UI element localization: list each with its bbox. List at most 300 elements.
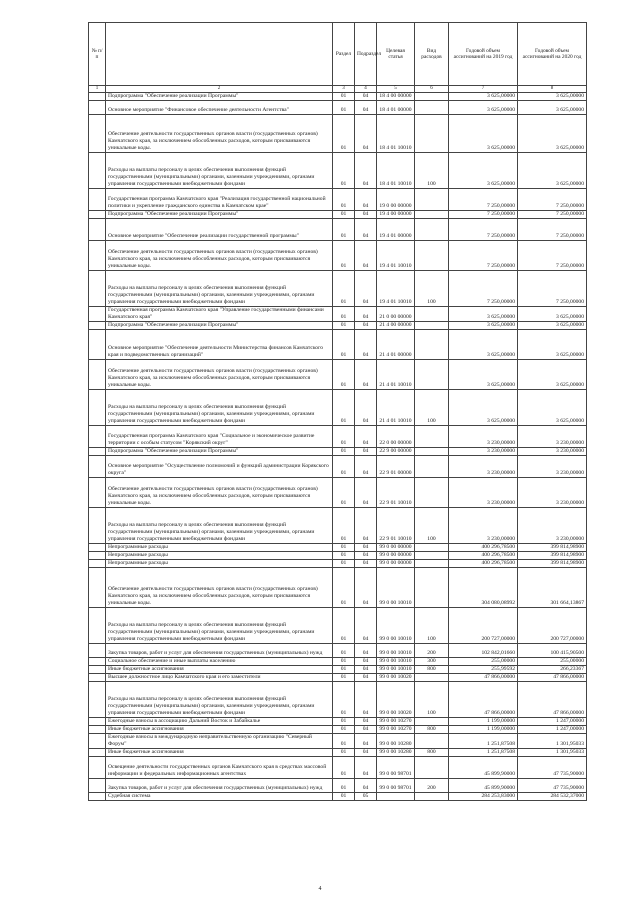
cell-target-article: 18 4 01 00000 bbox=[377, 101, 415, 115]
cell-expense-type bbox=[415, 718, 449, 726]
cell-target-article: 21 4 01 10010 bbox=[377, 360, 415, 390]
cell-name: Обеспечение деятельности государственных органов власти (государственных органов) Камчатского края, за исключением обособленных расходов, которым присваиваются уникальные коды. bbox=[106, 115, 333, 153]
cell-amount-2020: 7 250,00000 bbox=[518, 271, 587, 307]
table-row bbox=[89, 726, 587, 734]
cell-amount-2020: 47 866,00000 bbox=[518, 682, 587, 718]
cell-amount-2020: 3 625,00000 bbox=[518, 115, 587, 153]
cell-razdel: 01 bbox=[333, 115, 355, 153]
cell-podrazdel: 04 bbox=[355, 674, 377, 682]
cell-amount-2020: 399 814,98900 bbox=[518, 544, 587, 552]
cell-num bbox=[89, 390, 106, 426]
cell-name: Расходы на выплаты персоналу в целях обеспечения выполнения функций государственными (муниципальными) органами, казенными учреждениями, органами управления государственными внебюджетными фондами bbox=[106, 508, 333, 544]
cell-amount-2020: 255,00000 bbox=[518, 658, 587, 666]
cell-amount-2020: 1 247,00000 bbox=[518, 726, 587, 734]
cell-podrazdel: 04 bbox=[355, 101, 377, 115]
cell-razdel: 01 bbox=[333, 219, 355, 241]
column-index: 6 bbox=[415, 86, 449, 93]
cell-expense-type bbox=[415, 552, 449, 560]
cell-podrazdel: 04 bbox=[355, 271, 377, 307]
cell-num bbox=[89, 658, 106, 666]
cell-name: Закупка товаров, работ и услуг для обеспечения государственных (муниципальных) нужд bbox=[106, 779, 333, 793]
table-row bbox=[89, 658, 587, 666]
table-row bbox=[89, 734, 587, 749]
cell-name: Государственная программа Камчатского края "Реализация государственной национальной политики и укрепление гражданского единства в Камчатском крае" bbox=[106, 189, 333, 211]
cell-podrazdel: 04 bbox=[355, 552, 377, 560]
cell-expense-type: 100 bbox=[415, 153, 449, 189]
header-amount-2020: Годовой объем ассигнований на 2020 год bbox=[518, 23, 587, 86]
cell-podrazdel: 05 bbox=[355, 793, 377, 801]
cell-expense-type bbox=[415, 360, 449, 390]
cell-name: Основное мероприятие "Обеспечение деятельности Министерства финансов Камчатского края и подведомственных организаций" bbox=[106, 330, 333, 360]
column-index-row bbox=[89, 86, 587, 93]
cell-target-article bbox=[377, 793, 415, 801]
cell-num bbox=[89, 718, 106, 726]
cell-amount-2019: 3 230,00000 bbox=[449, 478, 518, 508]
column-index: 5 bbox=[377, 86, 415, 93]
budget-table bbox=[88, 22, 587, 801]
cell-amount-2020: 47 866,00000 bbox=[518, 674, 587, 682]
cell-razdel: 01 bbox=[333, 478, 355, 508]
cell-name: Непрограммные расходы bbox=[106, 560, 333, 568]
cell-amount-2020: 301 664,13867 bbox=[518, 568, 587, 608]
cell-name: Подпрограмма "Обеспечение реализации Программы" bbox=[106, 93, 333, 101]
cell-amount-2019: 1 251,87508 bbox=[449, 734, 518, 749]
cell-num bbox=[89, 93, 106, 101]
cell-expense-type: 100 bbox=[415, 508, 449, 544]
cell-razdel: 01 bbox=[333, 101, 355, 115]
cell-num bbox=[89, 552, 106, 560]
cell-target-article: 99 0 00 00000 bbox=[377, 544, 415, 552]
cell-podrazdel: 04 bbox=[355, 189, 377, 211]
cell-num bbox=[89, 360, 106, 390]
cell-amount-2019: 1 199,00000 bbox=[449, 726, 518, 734]
table-row bbox=[89, 211, 587, 219]
cell-amount-2019: 3 625,00000 bbox=[449, 153, 518, 189]
cell-target-article: 18 4 01 10010 bbox=[377, 153, 415, 189]
cell-podrazdel: 04 bbox=[355, 456, 377, 478]
cell-name: Основное мероприятие "Финансовое обеспечение деятельности Агентства" bbox=[106, 101, 333, 115]
cell-razdel: 01 bbox=[333, 666, 355, 674]
cell-name: Ежегодные взносы в международную неправительственную организацию "Северный Форум" bbox=[106, 734, 333, 749]
table-row bbox=[89, 608, 587, 644]
cell-amount-2019: 45 899,90000 bbox=[449, 779, 518, 793]
cell-expense-type bbox=[415, 322, 449, 330]
header-name bbox=[106, 23, 333, 86]
cell-podrazdel: 04 bbox=[355, 644, 377, 658]
cell-name: Социальное обеспечение и иные выплаты населению bbox=[106, 658, 333, 666]
cell-num bbox=[89, 322, 106, 330]
cell-expense-type bbox=[415, 241, 449, 271]
cell-amount-2019: 3 625,00000 bbox=[449, 93, 518, 101]
cell-num bbox=[89, 608, 106, 644]
cell-name: Расходы на выплаты персоналу в целях обеспечения выполнения функций государственными (муниципальными) органами, казенными учреждениями, органами управления государственными внебюджетными фондами bbox=[106, 608, 333, 644]
cell-amount-2020: 7 250,00000 bbox=[518, 241, 587, 271]
cell-num bbox=[89, 241, 106, 271]
table-row bbox=[89, 360, 587, 390]
cell-expense-type bbox=[415, 115, 449, 153]
cell-podrazdel: 04 bbox=[355, 360, 377, 390]
cell-target-article: 99 0 00 98701 bbox=[377, 779, 415, 793]
cell-razdel: 01 bbox=[333, 644, 355, 658]
cell-amount-2019: 3 230,00000 bbox=[449, 426, 518, 448]
cell-podrazdel: 04 bbox=[355, 478, 377, 508]
cell-target-article: 21 4 00 00000 bbox=[377, 322, 415, 330]
cell-amount-2019: 304 080,08992 bbox=[449, 568, 518, 608]
cell-num bbox=[89, 544, 106, 552]
table-row bbox=[89, 757, 587, 779]
table-row bbox=[89, 153, 587, 189]
cell-name: Иные бюджетные ассигнования bbox=[106, 749, 333, 757]
cell-amount-2020: 266,23367 bbox=[518, 666, 587, 674]
cell-podrazdel: 04 bbox=[355, 757, 377, 779]
cell-podrazdel: 04 bbox=[355, 682, 377, 718]
cell-num bbox=[89, 189, 106, 211]
cell-razdel: 01 bbox=[333, 682, 355, 718]
cell-target-article: 18 4 00 00000 bbox=[377, 93, 415, 101]
cell-amount-2019: 47 866,00000 bbox=[449, 682, 518, 718]
cell-target-article: 99 0 00 10010 bbox=[377, 608, 415, 644]
cell-amount-2019: 3 625,00000 bbox=[449, 322, 518, 330]
cell-razdel: 01 bbox=[333, 568, 355, 608]
cell-num bbox=[89, 779, 106, 793]
cell-razdel: 01 bbox=[333, 749, 355, 757]
cell-expense-type bbox=[415, 674, 449, 682]
table-row bbox=[89, 448, 587, 456]
table-row bbox=[89, 322, 587, 330]
cell-target-article: 22 9 00 00000 bbox=[377, 448, 415, 456]
column-index: 3 bbox=[333, 86, 355, 93]
cell-name: Обеспечение деятельности государственных органов власти (государственных органов) Камчатского края, за исключением обособленных расходов, которым присваиваются уникальные коды. bbox=[106, 568, 333, 608]
cell-expense-type: 200 bbox=[415, 779, 449, 793]
cell-expense-type bbox=[415, 448, 449, 456]
cell-podrazdel: 04 bbox=[355, 153, 377, 189]
cell-razdel: 01 bbox=[333, 241, 355, 271]
cell-expense-type bbox=[415, 544, 449, 552]
cell-razdel: 01 bbox=[333, 330, 355, 360]
budget-table-sheet bbox=[88, 22, 586, 801]
cell-name: Подпрограмма "Обеспечение реализации Программы" bbox=[106, 211, 333, 219]
cell-podrazdel: 04 bbox=[355, 390, 377, 426]
cell-target-article: 19 4 00 00000 bbox=[377, 211, 415, 219]
column-index: 7 bbox=[449, 86, 518, 93]
cell-expense-type bbox=[415, 93, 449, 101]
table-row bbox=[89, 682, 587, 718]
cell-amount-2020: 3 230,00000 bbox=[518, 448, 587, 456]
cell-amount-2019: 3 625,00000 bbox=[449, 307, 518, 322]
cell-amount-2020: 1 247,00000 bbox=[518, 718, 587, 726]
cell-podrazdel: 04 bbox=[355, 115, 377, 153]
cell-num bbox=[89, 674, 106, 682]
cell-expense-type bbox=[415, 307, 449, 322]
cell-expense-type bbox=[415, 560, 449, 568]
cell-expense-type bbox=[415, 211, 449, 219]
cell-target-article: 99 0 00 98701 bbox=[377, 757, 415, 779]
cell-target-article: 19 4 01 00000 bbox=[377, 219, 415, 241]
cell-amount-2019: 3 625,00000 bbox=[449, 390, 518, 426]
cell-target-article: 99 0 00 10270 bbox=[377, 718, 415, 726]
cell-num bbox=[89, 568, 106, 608]
cell-name: Закупка товаров, работ и услуг для обеспечения государственных (муниципальных) нужд bbox=[106, 644, 333, 658]
cell-name: Непрограммные расходы bbox=[106, 544, 333, 552]
cell-name: Расходы на выплаты персоналу в целях обеспечения выполнения функций государственными (муниципальными) органами, казенными учреждениями, органами управления государственными внебюджетными фондами bbox=[106, 271, 333, 307]
cell-podrazdel: 04 bbox=[355, 219, 377, 241]
table-row bbox=[89, 456, 587, 478]
table-row bbox=[89, 271, 587, 307]
cell-name: Освещение деятельности государственных органов Камчатского края в средствах массовой информации и федеральных информационных агентствах bbox=[106, 757, 333, 779]
cell-target-article: 19 4 01 10010 bbox=[377, 271, 415, 307]
column-index: 4 bbox=[355, 86, 377, 93]
table-row bbox=[89, 426, 587, 448]
cell-amount-2020: 284 532,37000 bbox=[518, 793, 587, 801]
cell-amount-2020: 3 625,00000 bbox=[518, 93, 587, 101]
cell-expense-type: 800 bbox=[415, 749, 449, 757]
cell-name: Высшее должностное лицо Камчатского края и его заместители bbox=[106, 674, 333, 682]
cell-podrazdel: 04 bbox=[355, 93, 377, 101]
cell-expense-type: 200 bbox=[415, 644, 449, 658]
cell-target-article: 99 0 00 10020 bbox=[377, 682, 415, 718]
cell-num bbox=[89, 644, 106, 658]
cell-podrazdel: 04 bbox=[355, 608, 377, 644]
cell-target-article: 99 0 00 10020 bbox=[377, 674, 415, 682]
cell-num bbox=[89, 271, 106, 307]
cell-target-article: 99 0 00 10010 bbox=[377, 658, 415, 666]
cell-expense-type: 100 bbox=[415, 682, 449, 718]
cell-razdel: 01 bbox=[333, 674, 355, 682]
table-row bbox=[89, 674, 587, 682]
cell-expense-type: 300 bbox=[415, 658, 449, 666]
table-row bbox=[89, 508, 587, 544]
cell-target-article: 99 0 00 10280 bbox=[377, 734, 415, 749]
cell-razdel: 01 bbox=[333, 552, 355, 560]
cell-target-article: 22 9 01 00000 bbox=[377, 456, 415, 478]
table-row bbox=[89, 241, 587, 271]
column-index: 1 bbox=[89, 86, 106, 93]
table-row bbox=[89, 390, 587, 426]
header-target-article: Целевая статья bbox=[377, 23, 415, 86]
table-row bbox=[89, 552, 587, 560]
cell-target-article: 99 0 00 10280 bbox=[377, 749, 415, 757]
cell-num bbox=[89, 219, 106, 241]
cell-target-article: 21 0 00 00000 bbox=[377, 307, 415, 322]
cell-amount-2019: 400 296,78500 bbox=[449, 552, 518, 560]
cell-razdel: 01 bbox=[333, 448, 355, 456]
cell-target-article: 22 9 01 10010 bbox=[377, 478, 415, 508]
header-amount-2019: Годовой объем ассигнований на 2019 год bbox=[449, 23, 518, 86]
cell-name: Обеспечение деятельности государственных органов власти (государственных органов) Камчатского края, за исключением обособленных расходов, которым присваиваются уникальные коды. bbox=[106, 241, 333, 271]
cell-amount-2020: 3 625,00000 bbox=[518, 322, 587, 330]
cell-amount-2019: 284 253,83000 bbox=[449, 793, 518, 801]
cell-podrazdel: 04 bbox=[355, 666, 377, 674]
cell-podrazdel: 04 bbox=[355, 749, 377, 757]
cell-amount-2019: 3 625,00000 bbox=[449, 115, 518, 153]
table-row bbox=[89, 115, 587, 153]
cell-name: Основное мероприятие "Обеспечение реализации государственной программы" bbox=[106, 219, 333, 241]
cell-razdel: 01 bbox=[333, 734, 355, 749]
table-row bbox=[89, 666, 587, 674]
cell-name: Иные бюджетные ассигнования bbox=[106, 666, 333, 674]
cell-expense-type bbox=[415, 219, 449, 241]
cell-amount-2020: 47 735,90000 bbox=[518, 779, 587, 793]
cell-num bbox=[89, 448, 106, 456]
cell-target-article: 18 4 01 10010 bbox=[377, 115, 415, 153]
cell-razdel: 01 bbox=[333, 608, 355, 644]
table-row bbox=[89, 779, 587, 793]
cell-name: Подпрограмма "Обеспечение реализации Программы" bbox=[106, 322, 333, 330]
cell-expense-type bbox=[415, 426, 449, 448]
cell-razdel: 01 bbox=[333, 757, 355, 779]
cell-podrazdel: 04 bbox=[355, 241, 377, 271]
cell-amount-2019: 7 250,00000 bbox=[449, 189, 518, 211]
cell-amount-2019: 45 899,90000 bbox=[449, 757, 518, 779]
cell-expense-type bbox=[415, 568, 449, 608]
cell-name: Основное мероприятие "Осуществление полномочий и функций администрации Корякского округа" bbox=[106, 456, 333, 478]
cell-amount-2019: 1 251,87508 bbox=[449, 749, 518, 757]
cell-target-article: 21 4 01 00000 bbox=[377, 330, 415, 360]
cell-amount-2019: 3 625,00000 bbox=[449, 101, 518, 115]
cell-razdel: 01 bbox=[333, 508, 355, 544]
cell-target-article: 22 9 01 10010 bbox=[377, 508, 415, 544]
cell-amount-2019: 255,00000 bbox=[449, 658, 518, 666]
cell-expense-type bbox=[415, 101, 449, 115]
table-row bbox=[89, 718, 587, 726]
cell-num bbox=[89, 101, 106, 115]
header-podrazdel: Подраздел bbox=[355, 23, 377, 86]
cell-num bbox=[89, 211, 106, 219]
cell-podrazdel: 04 bbox=[355, 508, 377, 544]
cell-razdel: 01 bbox=[333, 779, 355, 793]
cell-podrazdel: 04 bbox=[355, 560, 377, 568]
cell-razdel: 01 bbox=[333, 793, 355, 801]
cell-amount-2019: 7 250,00000 bbox=[449, 271, 518, 307]
cell-name: Ежегодные взносы в ассоциацию Дальний Восток и Забайкалье bbox=[106, 718, 333, 726]
cell-amount-2019: 7 250,00000 bbox=[449, 241, 518, 271]
cell-podrazdel: 04 bbox=[355, 568, 377, 608]
cell-amount-2020: 3 230,00000 bbox=[518, 478, 587, 508]
cell-amount-2020: 3 625,00000 bbox=[518, 360, 587, 390]
cell-expense-type bbox=[415, 478, 449, 508]
cell-expense-type bbox=[415, 189, 449, 211]
cell-num bbox=[89, 666, 106, 674]
cell-amount-2020: 3 625,00000 bbox=[518, 390, 587, 426]
cell-num bbox=[89, 508, 106, 544]
cell-razdel: 01 bbox=[333, 658, 355, 666]
cell-amount-2020: 3 230,00000 bbox=[518, 456, 587, 478]
cell-razdel: 01 bbox=[333, 307, 355, 322]
cell-razdel: 01 bbox=[333, 544, 355, 552]
cell-podrazdel: 04 bbox=[355, 448, 377, 456]
cell-amount-2020: 399 814,98900 bbox=[518, 552, 587, 560]
cell-amount-2020: 3 230,00000 bbox=[518, 508, 587, 544]
cell-amount-2020: 200 727,00000 bbox=[518, 608, 587, 644]
cell-amount-2019: 102 842,01660 bbox=[449, 644, 518, 658]
cell-target-article: 19 0 00 00000 bbox=[377, 189, 415, 211]
cell-num bbox=[89, 560, 106, 568]
cell-razdel: 01 bbox=[333, 726, 355, 734]
cell-target-article: 99 0 00 10270 bbox=[377, 726, 415, 734]
cell-name: Расходы на выплаты персоналу в целях обеспечения выполнения функций государственными (муниципальными) органами, казенными учреждениями, органами управления государственными внебюджетными фондами bbox=[106, 390, 333, 426]
cell-podrazdel: 04 bbox=[355, 544, 377, 552]
column-index: 2 bbox=[106, 86, 333, 93]
cell-podrazdel: 04 bbox=[355, 658, 377, 666]
cell-num bbox=[89, 456, 106, 478]
cell-podrazdel: 04 bbox=[355, 734, 377, 749]
cell-name: Государственная программа Камчатского края "Управление государственными финансами Камчатского края" bbox=[106, 307, 333, 322]
cell-amount-2020: 100 415,90500 bbox=[518, 644, 587, 658]
cell-expense-type bbox=[415, 757, 449, 779]
cell-num bbox=[89, 478, 106, 508]
cell-razdel: 01 bbox=[333, 211, 355, 219]
table-row bbox=[89, 219, 587, 241]
cell-num bbox=[89, 426, 106, 448]
cell-amount-2019: 7 250,00000 bbox=[449, 211, 518, 219]
cell-amount-2020: 399 814,98900 bbox=[518, 560, 587, 568]
cell-name: Расходы на выплаты персоналу в целях обеспечения выполнения функций государственными (муниципальными) органами, казенными учреждениями, органами управления государственными внебюджетными фондами bbox=[106, 682, 333, 718]
cell-amount-2019: 400 296,78500 bbox=[449, 544, 518, 552]
cell-target-article: 21 4 01 10010 bbox=[377, 390, 415, 426]
cell-podrazdel: 04 bbox=[355, 426, 377, 448]
cell-expense-type: 800 bbox=[415, 666, 449, 674]
cell-expense-type bbox=[415, 456, 449, 478]
cell-podrazdel: 04 bbox=[355, 330, 377, 360]
cell-expense-type bbox=[415, 793, 449, 801]
cell-target-article: 99 0 00 10010 bbox=[377, 644, 415, 658]
cell-amount-2019: 3 230,00000 bbox=[449, 448, 518, 456]
cell-amount-2019: 7 250,00000 bbox=[449, 219, 518, 241]
cell-name: Иные бюджетные ассигнования bbox=[106, 726, 333, 734]
cell-amount-2020: 47 735,90000 bbox=[518, 757, 587, 779]
cell-amount-2020: 3 230,00000 bbox=[518, 426, 587, 448]
cell-expense-type bbox=[415, 734, 449, 749]
cell-podrazdel: 04 bbox=[355, 779, 377, 793]
header-expense-type: Вид расходов bbox=[415, 23, 449, 86]
table-body bbox=[89, 93, 587, 801]
table-row bbox=[89, 189, 587, 211]
table-row bbox=[89, 749, 587, 757]
table-row bbox=[89, 644, 587, 658]
cell-num bbox=[89, 757, 106, 779]
cell-amount-2019: 400 296,78500 bbox=[449, 560, 518, 568]
cell-amount-2019: 3 625,00000 bbox=[449, 330, 518, 360]
cell-razdel: 01 bbox=[333, 560, 355, 568]
cell-target-article: 22 0 00 00000 bbox=[377, 426, 415, 448]
cell-razdel: 01 bbox=[333, 153, 355, 189]
cell-expense-type: 100 bbox=[415, 608, 449, 644]
cell-target-article: 99 0 00 10010 bbox=[377, 666, 415, 674]
cell-razdel: 01 bbox=[333, 360, 355, 390]
cell-amount-2019: 200 727,00000 bbox=[449, 608, 518, 644]
cell-amount-2020: 1 301,95033 bbox=[518, 749, 587, 757]
cell-target-article: 99 0 00 10010 bbox=[377, 568, 415, 608]
cell-amount-2020: 3 625,00000 bbox=[518, 101, 587, 115]
cell-razdel: 01 bbox=[333, 718, 355, 726]
cell-amount-2019: 3 230,00000 bbox=[449, 456, 518, 478]
cell-num bbox=[89, 115, 106, 153]
cell-num bbox=[89, 682, 106, 718]
cell-target-article: 99 0 00 00000 bbox=[377, 552, 415, 560]
table-row bbox=[89, 478, 587, 508]
cell-amount-2019: 47 866,00000 bbox=[449, 674, 518, 682]
cell-amount-2020: 7 250,00000 bbox=[518, 189, 587, 211]
cell-num bbox=[89, 330, 106, 360]
cell-podrazdel: 04 bbox=[355, 307, 377, 322]
cell-podrazdel: 04 bbox=[355, 726, 377, 734]
table-row bbox=[89, 568, 587, 608]
header-num: № п/п bbox=[89, 23, 106, 86]
cell-target-article: 19 4 01 10010 bbox=[377, 241, 415, 271]
table-header-row bbox=[89, 23, 587, 86]
cell-razdel: 01 bbox=[333, 390, 355, 426]
cell-target-article: 99 0 00 00000 bbox=[377, 560, 415, 568]
